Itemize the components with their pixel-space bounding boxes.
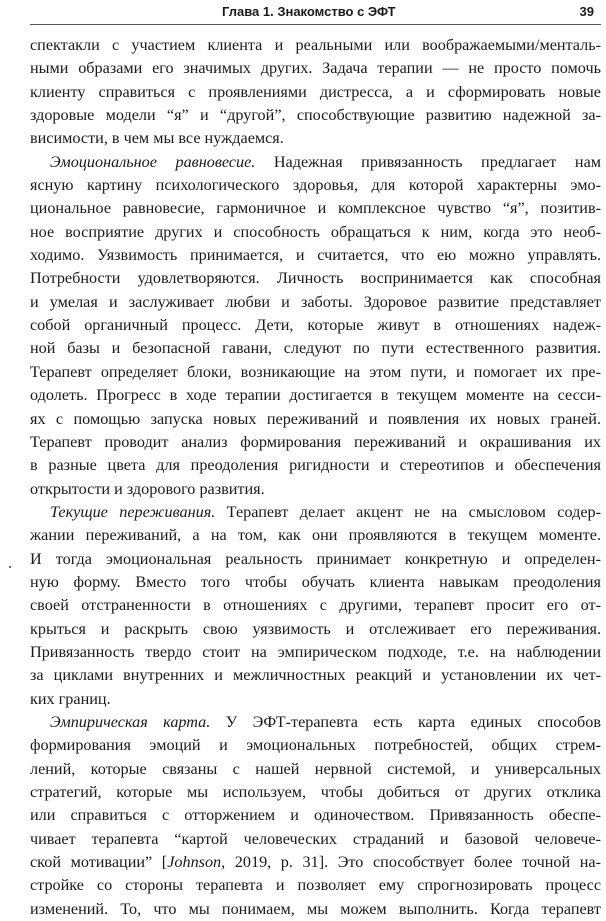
text-run: , 2019, p. 31]. Это способствует более точной на- — [221, 853, 601, 872]
page-number: 39 — [579, 4, 594, 19]
text-line: циональное равновесие, гармоничное и комплексное чувство “я”, позитив- — [30, 199, 601, 218]
text-line: чивает терапевта “картой человеческих страданий и базовой человече- — [30, 829, 601, 848]
text-line: ких границ. — [30, 689, 111, 708]
text-line: собой органичный процесс. Дети, которые живут в отношениях надеж- — [30, 316, 601, 335]
text-line: и умелая и заслуживает любви и заботы. Здоровое развитие представляет — [30, 292, 601, 311]
text-line: Привязанность твердо стоит на эмпирическом подходе, т.е. на наблюдении — [30, 642, 601, 661]
scan-speck — [9, 566, 11, 568]
body-text — [30, 34, 601, 921]
text-line: спектакли с участием клиента и реальными или воображаемыми/менталь- — [30, 36, 601, 54]
text-line: формирования эмоций и эмоциональных потребностей, общих стрем- — [30, 736, 601, 755]
text-run: Терапевт делает акцент не на смысловом содер- — [215, 502, 601, 521]
paragraph — [30, 151, 601, 501]
text-line: Терапевт определяет блоки, возникающие на этом пути, и помогает их пре- — [30, 362, 601, 381]
header-divider — [30, 24, 601, 25]
text-line: ное восприятие других и способность обращаться к ним, когда это необ- — [30, 222, 601, 241]
chapter-title: Глава 1. Знакомство с ЭФТ — [222, 4, 396, 19]
text-line: висимости, в чем мы все нуждаемся. — [30, 129, 284, 148]
text-line: лений, которые связаны с нашей нервной системой, и универсальных — [30, 759, 601, 778]
text-run: Надежная привязанность предлагает нам — [255, 152, 602, 171]
citation-author: Johnson — [167, 853, 222, 872]
text-line: в разные цвета для преодоления ригидности и стереотипов и обеспечения — [30, 456, 601, 475]
text-line — [30, 151, 601, 174]
text-line: ях с помощью запуска новых переживаний и появления их новых граней. — [30, 409, 601, 428]
text-line — [30, 501, 601, 524]
text-line: открытости и здорового развития. — [30, 479, 265, 498]
paragraph — [30, 501, 601, 711]
run-in-heading: Эмоциональное равновесие. — [50, 152, 256, 171]
text-line: крыться и раскрыть свою уязвимость и отслеживает его переживания. — [30, 619, 601, 638]
text-line: стратегий, которые мы используем, чтобы добиться от других отклика — [30, 783, 601, 801]
paragraph — [30, 34, 601, 151]
text-line: ную форму. Вместо того чтобы обучать клиента навыкам преодоления — [30, 572, 601, 591]
text-line: клиенту справиться с проявлениями дистресса, а и сформировать новые — [30, 82, 601, 101]
text-run: ской мотивации” [ — [30, 853, 168, 872]
run-in-heading: Эмпирическая карта. — [50, 712, 211, 731]
text-line: своей отстраненности в отношениях с другими, терапевт просит его от- — [30, 596, 601, 615]
text-line: за циклами внутренних и межличностных реакций и установлении их чет- — [30, 666, 601, 685]
text-line: Потребности удовлетворяются. Личность воспринимается как способная — [30, 269, 601, 288]
text-run: У ЭФТ-терапевта есть карта единых способов — [210, 712, 601, 731]
text-line: И тогда эмоциональная реальность принимает конкретную и определен- — [30, 549, 601, 568]
running-header — [0, 4, 606, 24]
text-line: одолеть. Прогресс в ходе терапии достигается в текущем моменте на сесси- — [30, 386, 601, 405]
text-line: ясную картину психологического здоровья, для которой характерны эмо- — [30, 176, 601, 195]
text-line: жании переживаний, а на том, как они проявляются в текущем моменте. — [30, 526, 601, 545]
text-line: ной базы и безопасной гавани, следуют по пути естественного развития. — [30, 339, 601, 358]
text-line: или справиться с отторжением и одиночеством. Привязанность обеспе- — [30, 806, 601, 825]
text-line: ходимо. Уязвимость принимается, и считается, что ею можно управлять. — [30, 246, 601, 265]
text-line — [30, 711, 601, 734]
text-line: ными образами его значимых других. Задача терапии — не просто помочь — [30, 59, 601, 78]
text-line: Терапевт проводит анализ формирования переживаний и окрашивания их — [30, 432, 601, 451]
paragraph — [30, 711, 601, 921]
text-line: стройке со стороны терапевта и позволяет ему спрогнозировать процесс — [30, 876, 601, 895]
text-line: изменений. То, что мы понимаем, мы можем выполнить. Когда терапевт — [30, 899, 601, 918]
text-line: здоровые модели “я” и “другой”, способствующие развитию надежной за- — [30, 106, 601, 125]
text-line — [30, 851, 601, 874]
run-in-heading: Текущие переживания. — [50, 502, 216, 521]
